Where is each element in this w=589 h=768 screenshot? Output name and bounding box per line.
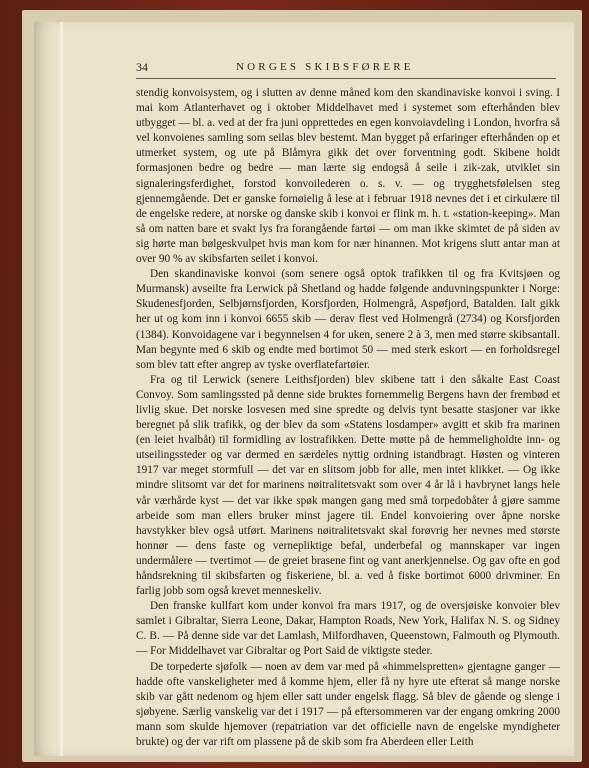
paragraph: De torpederte sjøfolk — noen av dem var med på «himmelspretten» gjentagne ganger — hadde ofte vanskeligheter med å komme hjem, eller få ny hyre ute efterat så mange norske skib var gått nedenom og hjem eller satt under engelsk flagg. Så blev de gående og slenge i sjøbyene. Særlig vanskelig var det i 1917 — på eftersommeren var der engang omkring 2000 mann som skulde hjemover (repatriation var det officielle navn de engelske myndigheter brukte) og der var rift om plassene på de skib som fra Aberdeen eller Leith bbox=[136, 660, 560, 749]
paragraph: Den skandinaviske konvoi (som senere også optok trafikken til og fra Kvitsjøen og Murmansk) avseilte fra Lerwick på Shetland og hadde følgende anduvningspunkter i Norge: Skudenesfjorden, Selbjørnsfjorden, Korsfjorden, Holmengrå, Aspøfjord, Batalden. Ialt gikk her ut og kom inn i konvoi 6655 skib — derav flest ved Holmengrå (2734) og Korsfjorden (1384). Konvoidagene var i begynnelsen 4 for uken, senere 2 à 3, men med større skibsantall. Man begynte med 6 skib og endte med bortimot 50 — med sterk eskort — en forholdsregel som blev tatt efter angrep av tyske overflatefartøier. bbox=[136, 268, 560, 371]
paragraph: Den franske kullfart kom under konvoi fra mars 1917, og de oversjøiske konvoier blev samlet i Gibraltar, Sierra Leone, Dakar, Hampton Roads, New York, Halifax N. S. og Sidney C. B. — På denne side var det Lamlash, Milfordhaven, Queenstown, Falmouth og Plymouth. — For Middelhavet var Gibraltar og Port Said de viktigste steder. bbox=[136, 600, 560, 658]
page-number: 34 bbox=[136, 60, 148, 74]
paragraph: stendig konvoisystem, og i slutten av denne måned kom den skandinaviske konvoi i sving. I mai kom Atlanterhavet og i oktober Middelhavet med i systemet som efterhånden blev utbygget — bl. a. ved at der fra juni opprettedes en egen konvoiavdeling i London, hvorfra så vel konvoienes samling som seilas blev bestemt. Man bygget på erfaringer efterhånden op et utmerket system, og ute på Blåmyra gikk det over forventning godt. Skibene holdt formasjonen bedre og bedre — man lærte sig endogså å seile i zik-zak, utviklet sin signaleringsferdighet, forstod konvoilederen o. s. v. — og trygghetsfølelsen steg gjennemgående. Det er ganske fornøielig å lese at i februar 1918 nevnes det i et cirkulære til de engelske redere, at norske og danske skib i konvoi er flink m. h. t. «station-keeping». Man så om natten bare et svakt lys fra forangående fartøi — om man ikke skimtet de på siden av sig hørte man bølgeskvulpet hvis man kom for nær hinannen. Mot krigens slutt antar man at over 90 % av skibsfarten seilet i konvoi. bbox=[136, 87, 560, 266]
running-title: NORGES SKIBSFØRERE bbox=[236, 61, 414, 73]
body-text bbox=[136, 86, 560, 749]
page-header bbox=[136, 60, 556, 79]
paragraph: Fra og til Lerwick (senere Leithsfjorden) blev skibene tatt i den såkalte East Coast Convoy. Som samlingssted på denne side bruktes fornemmelig Bergens havn der frembød et livlig skue. Det norske losvesen med sine spredte og delvis tynt besatte stasjoner var ikke beregnet på slik trafikk, og der blev da som «Statens losdamper» avgitt et skib fra marinen (en leiet hvalbåt) til formidling av lostrafikken. Dette møtte på de hemmeligholdte inn- og utseilingssteder og var dermed en særdeles nyttig ordning istandbragt. Høsten og vinteren 1917 var meget stormfull — det var en slitsom jobb for alle, men intet klikket. — Og ikke mindre slitsomt var det for marinens nøitralitetsvakt som over 4 år lå i havbrynet langs hele vår værhårde kyst — det var ikke spøk mangen gang med små torpedobåter å gjøre samme arbeide som man ellers bruker minst jagere til. Endel konvoiering over åpne norske havstykker blev også utført. Marinens nøitralitetsvakt skal forøvrig her nevnes med største honnør — dens faste og vernepliktige befal, underbefal og mannskaper var ingen undermålere — tvertimot — de greiet brasene fint og vant anerkjennelse. Og gav ofte en god håndsrekning til skibsfarten og fiskeriene, bl. a. ved å fiske bortimot 6000 drivminer. En farlig jobb som også krevet menneskeliv. bbox=[136, 373, 560, 598]
page-gutter bbox=[60, 22, 63, 756]
